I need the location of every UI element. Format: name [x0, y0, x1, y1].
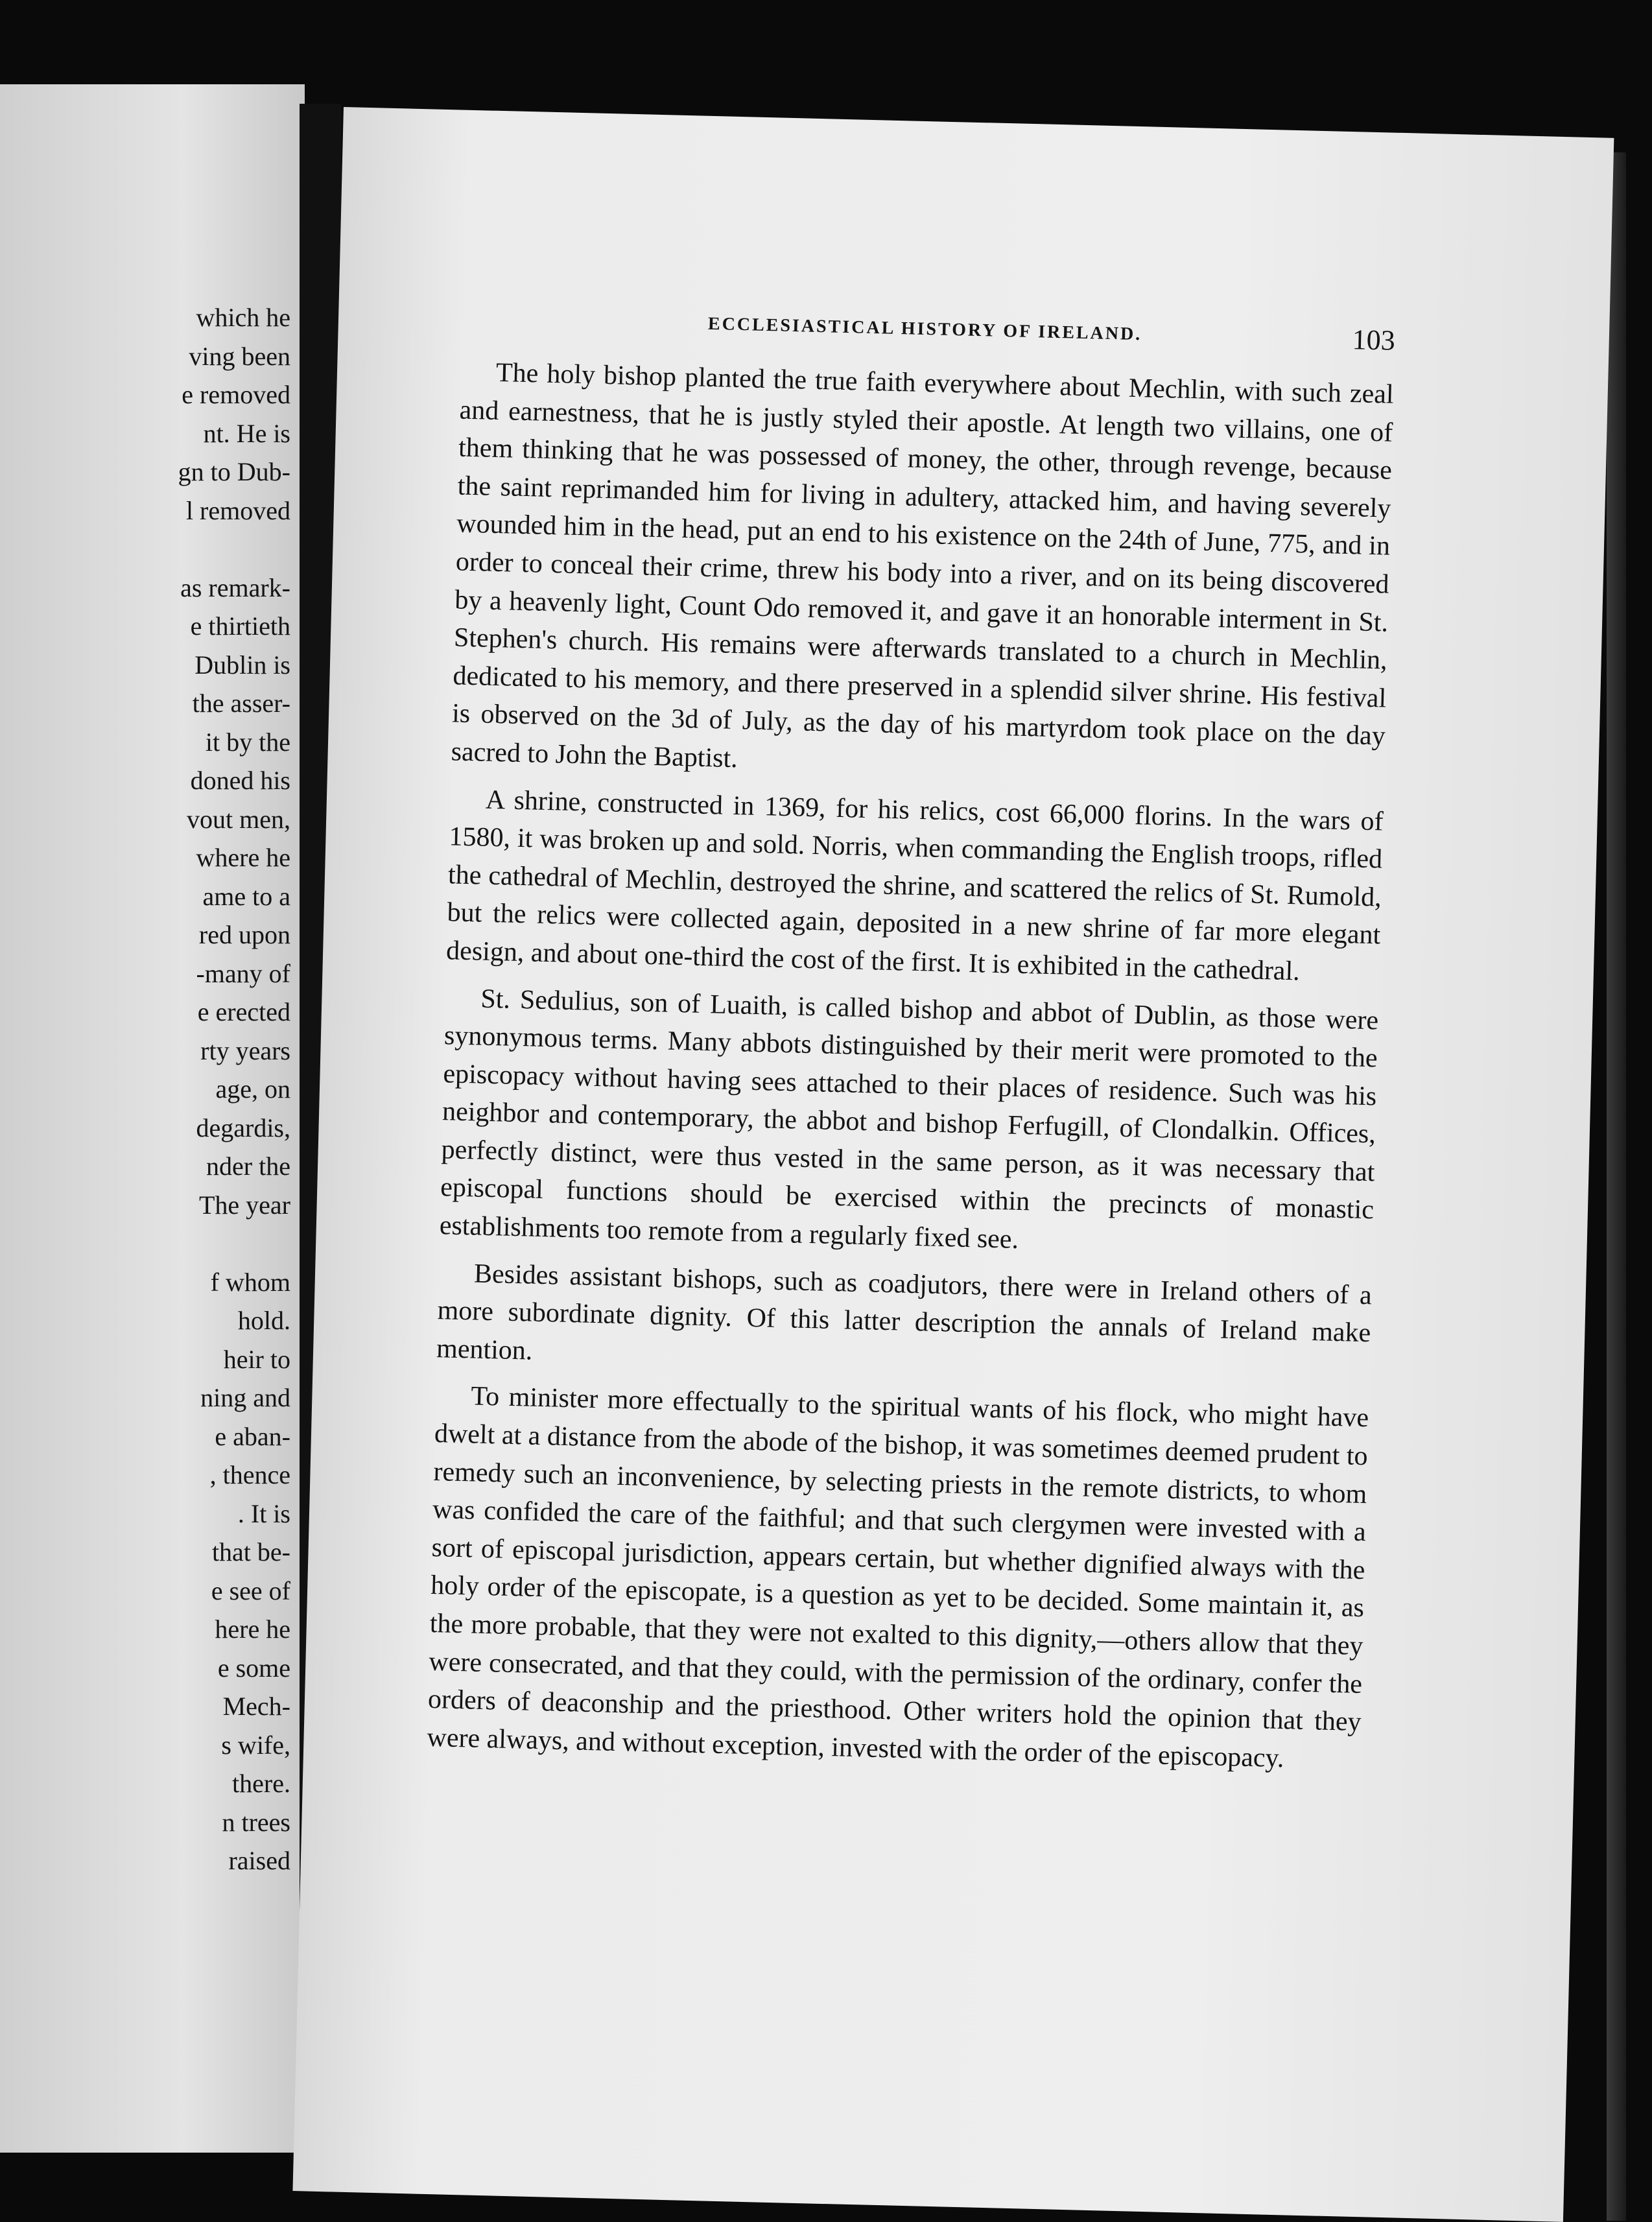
- facing-page-line: degardis,: [196, 1113, 290, 1142]
- facing-page-line: Dublin is: [195, 650, 290, 680]
- paragraph-assistant-bishops: Besides assistant bishops, such as coadjutors, there were in Ireland others of a more subordinate dignity. Of this latter description the annals of Ireland make mention.: [436, 1259, 1373, 1366]
- facing-page-line: the asser-: [192, 689, 290, 718]
- facing-page-line: that be-: [211, 1537, 290, 1566]
- facing-page-line: it by the: [205, 727, 290, 757]
- page-text-block: [427, 295, 1396, 1789]
- facing-page-line: e removed: [182, 380, 290, 409]
- facing-page-line: where he: [196, 843, 290, 872]
- facing-page-line: as remark-: [180, 573, 290, 602]
- book-page: [292, 107, 1614, 2222]
- facing-page-line: l removed: [185, 495, 290, 525]
- page-edge-shadow: [1607, 152, 1626, 2221]
- facing-page-line: e aban-: [215, 1421, 290, 1451]
- facing-page-line: vout men,: [187, 804, 290, 834]
- facing-page-line: nder the: [206, 1152, 290, 1181]
- paragraph-shrine: A shrine, constructed in 1369, for his relics, cost 66,000 florins. In the wars of 1580, it was broken up and sold. Norris, when commanding the English troops, rifled the cathedral of Mechlin, destroyed the shrine, and scattered the relics of St. Rumold, but the relics were collected again, deposited in a new shrine of far more elegant design, and about one-third the cost of the first. It is exhibited in the cathedral.: [445, 785, 1384, 987]
- facing-page-line: ning and: [200, 1383, 290, 1412]
- facing-page-line: , thence: [209, 1460, 290, 1489]
- facing-page-text: [57, 298, 290, 1880]
- facing-page-line: hold.: [237, 1306, 290, 1335]
- facing-page-line: raised: [228, 1846, 290, 1875]
- running-title: ECCLESIASTICAL HISTORY OF IRELAND.: [707, 313, 1142, 345]
- facing-page-line: f whom: [210, 1267, 290, 1297]
- facing-page-line: ving been: [189, 341, 290, 371]
- facing-page-line: s wife,: [221, 1730, 290, 1760]
- facing-page-line: e see of: [211, 1576, 290, 1605]
- facing-page-blank-line: [57, 1224, 290, 1263]
- facing-page-line: . It is: [237, 1498, 290, 1528]
- facing-page-line: here he: [215, 1614, 290, 1644]
- facing-page-line: e thirtieth: [190, 611, 290, 641]
- paragraph-st-sedulius: St. Sedulius, son of Luaith, is called bishop and abbot of Dublin, as those were synonymous terms. Many abbots distinguished by their merit were promoted to the episcopacy without having sees attached to their places of residence. Such was his neighbor and contemporary, the abbot and bishop Ferfugill, of Clondalkin. Offices, perfectly distinct, were thus vested in the same person, as it was necessary that episcopal functions should be exercised within the precincts of monastic establishments too remote from a regularly fixed see.: [439, 984, 1379, 1255]
- facing-page-line: age, on: [215, 1074, 290, 1104]
- facing-page-line: there.: [232, 1769, 290, 1798]
- facing-page-left: [0, 84, 305, 2153]
- facing-page-line: The year: [198, 1190, 290, 1220]
- facing-page-line: Mech-: [222, 1692, 290, 1721]
- facing-page-line: n trees: [222, 1807, 290, 1837]
- facing-page-line: doned his: [190, 766, 290, 795]
- facing-page-line: e some: [217, 1653, 290, 1683]
- facing-page-line: rty years: [200, 1035, 290, 1065]
- page-number: 103: [1352, 324, 1396, 357]
- facing-page-line: e erected: [197, 997, 290, 1026]
- facing-page-line: ame to a: [202, 881, 290, 911]
- paragraph-rural-bishops: To minister more effectually to the spiritual wants of his flock, who might have dwelt at a distance from the abode of the bishop, it was sometimes deemed prudent to remedy such an inconvenience, by selecting priests in the remote districts, to whom was confided the care of the faithful; and that such clergymen were invested with a sort of episcopal jurisdiction, appears certain, but whether dignified always with the holy order of the episcopate, is a question as yet to be decided. Some maintain it, as the more probable, that they were not exalted to this dignity,—others allow that they were consecrated, and that they could, with the permission of the ordinary, confer the orders of deaconship and the priesthood. Other writers hold the opinion that they were always, and without exception, invested with the order of the episcopacy.: [427, 1381, 1369, 1773]
- paragraph-st-rumold: The holy bishop planted the true faith everywhere about Mechlin, with such zeal and earnestness, that he is justly styled their apostle. At length two villains, one of them thinking that he was possessed of money, the other, through revenge, because the saint reprimanded him for living in adultery, attacked him, and having severely wounded him in the head, put an end to his existence on the 24th of June, 775, and in order to conceal their crime, threw his body into a river, and on its being discovered by a heavenly light, Count Odo removed it, and gave it an honorable interment in St. Stephen's church. His remains were afterwards translated to a church in Mechlin, dedicated to his memory, and there preserved in a splendid silver shrine. His festival is observed on the 3d of July, as the day of his martyrdom took place on the day sacred to John the Baptist.: [451, 357, 1395, 774]
- facing-page-blank-line: [57, 530, 290, 569]
- facing-page-line: gn to Dub-: [178, 457, 290, 486]
- facing-page-line: which he: [196, 303, 290, 332]
- facing-page-line: red upon: [198, 920, 290, 949]
- facing-page-line: heir to: [223, 1344, 290, 1374]
- facing-page-line: -many of: [196, 958, 290, 988]
- facing-page-line: nt. He is: [203, 418, 290, 448]
